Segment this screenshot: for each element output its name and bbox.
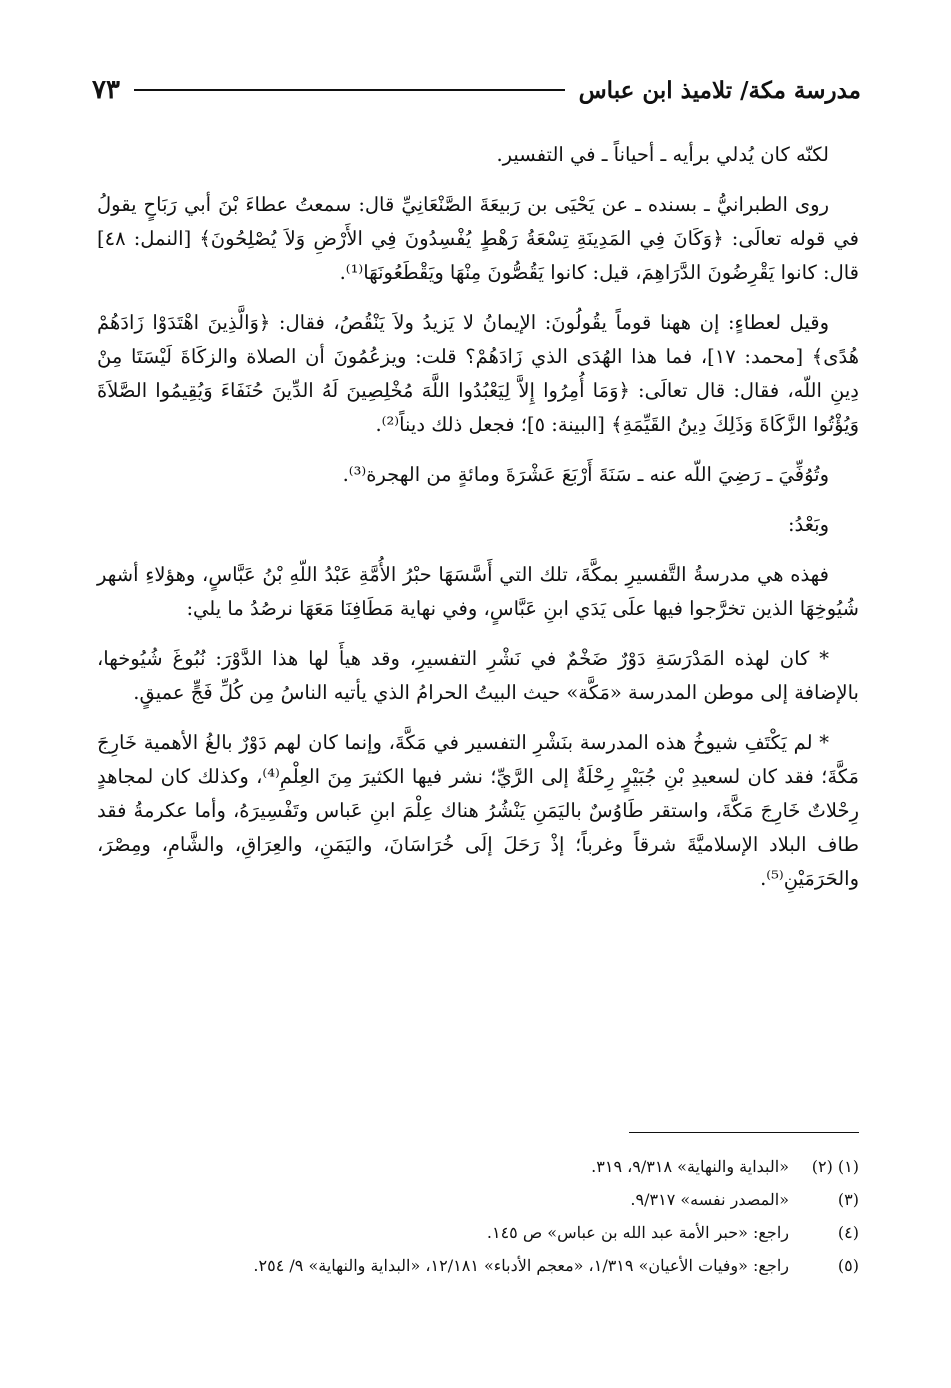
paragraph: لكنّه كان يُدلي برأيه ـ أحياناً ـ في التفسير.	[496, 143, 829, 166]
running-header	[92, 70, 861, 110]
page-number: ٧٣	[92, 75, 120, 105]
footnote	[97, 1150, 859, 1183]
footnote-text: راجع: «وفيات الأعيان» ١/٣١٩، «معجم الأدباء» ١٢/١٨١، «البداية والنهاية» ٩/ ٢٥٤.	[253, 1256, 789, 1275]
paragraph: فهذه هي مدرسةُ التَّفسيرِ بمكَّةَ، تلك التي أَسَّسَهَا حبْرُ الأُمَّةِ عَبْدُ اللّهِ بْنُ عَبَّاسٍ، وهؤلاءِ أشهر شُيُوخِهَا الذين تخرَّجوا فيها علَى يَدَي ابنِ عَبَّاسٍ، وفي نهاية مَطَافِنَا مَعَهَا نرصُدُ ما يلي:	[97, 563, 859, 620]
paragraph: وبَعْدُ:	[787, 513, 829, 536]
footnote-mark: (٣)	[837, 1190, 859, 1209]
paragraph: وقيل لعطاءٍ: إن ههنا قوماً يقُولُونَ: الإيمانُ لا يَزيدُ ولاَ يَنْقُصُ، فقال: ﴿وَالَّذِينَ اهْتَدَوْا زَادَهُمْ هُدًى﴾ [محمد: ١٧]، فما هذا الهُدَى الذي زَادَهُمْ؟ قلت: ويزعُمُونَ أن الصلاة والزكَاةَ لَيْسَتَا مِنْ دِينِ اللّه، فقال: قال تعالَى: ﴿وَمَا أُمِرُوا إِلاَّ لِيَعْبُدُوا اللَّهَ مُخْلِصِينَ لَهُ الدِّينَ حُنَفَاءَ وَيُقِيمُوا الصَّلاَةَ وَيُؤْتُوا الزَّكَاةَ وَذَلِكَ دِينُ القَيِّمَةِ﴾ [البينة: ٥]؛ فجعل ذلك ديناً⁽²⁾.	[97, 311, 859, 436]
footnotes	[97, 1150, 859, 1282]
paragraph: * لم يَكْتَفِ شيوخُ هذه المدرسة بنَشْرِ التفسير في مَكَّةَ، وإنما كان لهم دَوْرٌ بالغُ الأهمية خَارِجَ مَكَّةَ؛ فقد كان لسعيدِ بْنِ جُبَيْرٍ رِحْلَةٌ إلى الرَّيِّ؛ نشر فيها الكثيرَ مِنَ العِلْمِ⁽⁴⁾، وكذلك كان لمجاهدٍ رِحْلاتٌ خَارِجَ مَكَّةَ، واستقر طَاوُسٌ باليَمَنِ يَنْشُرُ هناك عِلْمَ ابنِ عَباس وتَفْسِيرَهُ، وأما عكرمةُ فقد طاف البلاد الإسلاميَّةَ شرقاً وغرباً؛ إذْ رَحَلَ إلَى خُرَاسَانَ، واليَمَنِ، والعِرَاقِ، والشَّامِ، ومِصْرَ، والحَرَمَيْنِ⁽⁵⁾.	[97, 731, 859, 890]
footnote-mark: (٤)	[837, 1223, 859, 1242]
footnote-text: «المصدر نفسه» ٩/٣١٧.	[630, 1190, 789, 1209]
paragraph: * كان لهذه المَدْرَسَةِ دَوْرٌ ضَخْمٌ في نَشْرِ التفسيرِ، وقد هيأَ لها هذا الدَّوْرَ: نُبُوغَ شُيُوخها، بالإضافة إلى موطن المدرسة «مَكَّة» حيث البيتُ الحرامُ الذي يأتيه الناسُ مِن كُلِّ فَجٍّ عميقٍ.	[97, 647, 859, 704]
footnote	[97, 1249, 859, 1282]
footnote-text: «البداية والنهاية» ٩/٣١٨، ٣١٩.	[591, 1157, 789, 1176]
footnote-mark: (٥)	[837, 1256, 859, 1275]
main-text	[97, 138, 859, 912]
footnote	[97, 1183, 859, 1216]
header-rule	[134, 89, 565, 91]
running-title: مدرسة مكة/ تلاميذ ابن عباس	[578, 76, 861, 104]
footnote	[97, 1216, 859, 1249]
footnote-text: راجع: «حبر الأمة عبد الله بن عباس» ص ١٤٥.	[486, 1223, 789, 1242]
footnote-separator	[629, 1132, 859, 1133]
paragraph: وتُوُفِّيَ ـ رَضِيَ اللّه عنه ـ سَنَةَ أَرْبَعَ عَشْرَةَ ومائةٍ من الهجرة⁽³⁾.	[342, 463, 829, 486]
footnote-mark: (١) (٢)	[811, 1157, 859, 1176]
paragraph: روى الطبرانيُّ ـ بسنده ـ عن يَحْيَى بن رَبيعَةَ الصَّنْعَانِيِّ قال: سمعتُ عطاءَ بْنَ أبي رَبَاحٍ يقولُ في قوله تعالَى: ﴿وَكَانَ فِي المَدِينَةِ تِسْعَةُ رَهْطٍ يُفْسِدُونَ فِي الأَرْضِ وَلاَ يُصْلِحُونَ﴾ [النمل: ٤٨] قال: كانوا يَقْرِضُونَ الدَّرَاهِمَ، قيل: كانوا يَقُصُّونَ مِنْهَا ويَقْطَعُونَهَا⁽¹⁾.	[97, 193, 859, 284]
